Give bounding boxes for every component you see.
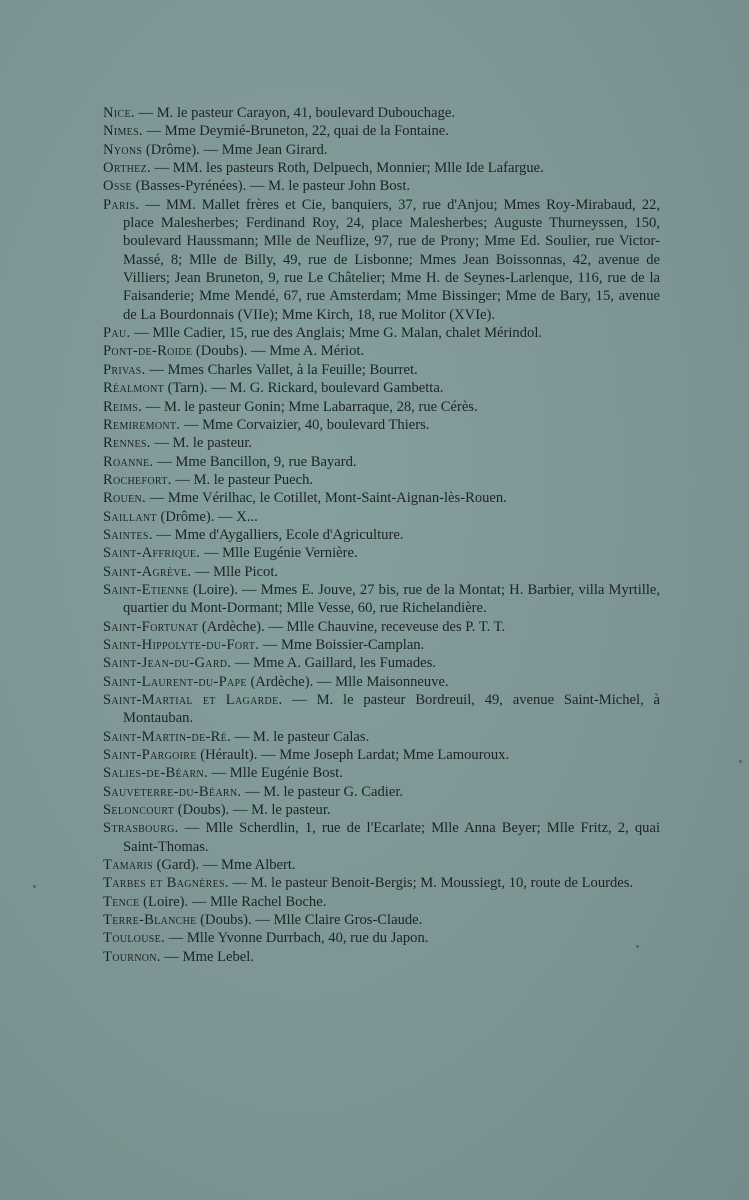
entry-text: — Mmes Charles Vallet, à la Feuille; Bourret. (145, 361, 418, 378)
entry-text: (Ardèche). — Mlle Chauvine, receveuse des P. T. T. (198, 618, 506, 635)
list-item (103, 122, 660, 140)
list-item (103, 819, 660, 856)
list-item (103, 581, 660, 618)
paper-speck (33, 885, 36, 888)
place-name: Nice. (103, 105, 135, 121)
place-name: Seloncourt (103, 802, 175, 819)
place-name: Strasbourg. (103, 820, 179, 837)
place-name: Saintes. (103, 526, 153, 543)
entry-text: (Drôme). — Mme Jean Girard. (142, 141, 328, 158)
place-name: Toulouse. (103, 930, 165, 947)
list-item (103, 636, 660, 654)
entry-text: (Drôme). — X... (156, 508, 258, 525)
place-name: Remiremont. (103, 416, 181, 433)
place-name: Rouen. (103, 490, 146, 507)
entry-text: — Mme Deymié-Bruneton, 22, quai de la Fontaine. (142, 123, 449, 140)
list-item (103, 196, 660, 324)
list-item (103, 544, 660, 562)
place-name: Reims. (103, 398, 143, 415)
list-item (103, 416, 660, 434)
place-name: Tamaris (103, 857, 153, 874)
list-item (103, 398, 660, 416)
place-name: Réalmont (103, 380, 165, 397)
list-item (103, 471, 660, 489)
entry-text: — Mme Vérilhac, le Cotillet, Mont-Saint-Aignan-lès-Rouen. (145, 490, 507, 507)
entry-text: — Mlle Eugénie Bost. (207, 765, 343, 782)
list-item (103, 434, 660, 452)
entry-text: — Mme Boissier-Camplan. (259, 636, 425, 653)
entry-text: (Basses-Pyrénées). — M. le pasteur John Bost. (131, 178, 411, 195)
entry-text: — M. le pasteur Carayon, 41, boulevard Dubouchage. (134, 105, 455, 121)
entry-text: (Loire). — Mmes E. Jouve, 27 bis, rue de la Montat; H. Barbier, villa Myrtille, quartier du Mont-Dormant; Mlle Vesse, 60, rue Richelandière. (123, 581, 660, 617)
entry-text: — M. le pasteur G. Cadier. (241, 783, 404, 800)
paper-speck (739, 760, 742, 763)
list-item (103, 874, 660, 892)
list-item (103, 526, 660, 544)
entry-text: — M. le pasteur Bordreuil, 49, avenue Saint-Michel, à Montauban. (123, 692, 660, 727)
list-item (103, 159, 660, 177)
entry-text: (Gard). — Mme Albert. (152, 857, 296, 874)
list-item (103, 361, 660, 379)
place-name: Tence (103, 893, 140, 910)
place-name: Saint-Etienne (103, 581, 189, 598)
list-item (103, 893, 660, 911)
place-name: Saint-Pargoire (103, 747, 197, 764)
list-item (103, 379, 660, 397)
place-name: Terre-Blanche (103, 912, 197, 929)
list-item (103, 746, 660, 764)
place-name: Saillant (103, 508, 157, 525)
entry-text: — Mme Bancillon, 9, rue Bayard. (153, 453, 357, 470)
entry-text: (Hérault). — Mme Joseph Lardat; Mme Lamouroux. (196, 747, 510, 764)
entry-text: — Mlle Yvonne Durrbach, 40, rue du Japon. (164, 930, 429, 947)
entry-text: — Mlle Cadier, 15, rue des Anglais; Mme G. Malan, chalet Mérindol. (130, 325, 543, 342)
place-name: Nyons (103, 141, 143, 158)
place-name: Pau. (103, 325, 131, 342)
place-name: Saint-Jean-du-Gard. (103, 655, 232, 672)
place-name: Salies-de-Béarn. (103, 765, 208, 782)
list-item (103, 673, 660, 691)
place-name: Sauveterre-du-Béarn. (103, 783, 242, 800)
place-name: Saint-Hippolyte-du-Fort. (103, 636, 260, 653)
list-item (103, 783, 660, 801)
list-item (103, 104, 660, 122)
place-name: Osse (103, 178, 132, 195)
place-name: Privas. (103, 361, 146, 378)
place-name: Saint-Martin-de-Ré. (103, 728, 232, 745)
place-name: Saint-Fortunat (103, 618, 199, 635)
place-name: Tournon. (103, 948, 161, 965)
entry-text: — Mme Lebel. (160, 948, 254, 965)
entry-text: — Mlle Picot. (191, 563, 279, 580)
list-item (103, 728, 660, 746)
list-item (103, 453, 660, 471)
entry-text: — Mme A. Gaillard, les Fumades. (231, 655, 436, 672)
place-name: Pont-de-Roide (103, 343, 193, 360)
list-item (103, 508, 660, 526)
entry-text: — MM. les pasteurs Roth, Delpuech, Monnier; Mlle Ide Lafargue. (150, 160, 544, 177)
list-item (103, 948, 660, 966)
entry-text: (Tarn). — M. G. Rickard, boulevard Gambetta. (164, 380, 444, 397)
entry-text: (Ardèche). — Mlle Maisonneuve. (246, 673, 449, 690)
place-name: Nimes. (103, 123, 143, 140)
address-list (103, 104, 660, 966)
list-item (103, 764, 660, 782)
entry-text: — M. le pasteur Calas. (231, 728, 370, 745)
entry-text: — Mme d'Aygalliers, Ecole d'Agriculture. (152, 526, 404, 543)
entry-text: — M. le pasteur. (150, 435, 253, 452)
entry-text: (Doubs). — M. le pasteur. (174, 802, 331, 819)
place-name: Rochefort. (103, 471, 172, 488)
entry-text: — MM. Mallet frères et Cie, banquiers, 37, rue d'Anjou; Mmes Roy-Mirabaud, 22, place Malesherbes; Ferdinand Roy, 24, place Malesherbes; Auguste Thurneyssen, 150, boulevard Haussmann; Mlle de Neuflize, 97, rue de Prony; Mme Ed. Soulier, rue Victor-Massé, 8; Mlle de Billy, 49, rue de Lisbonne; Mmes Jean Boissonnas, 42, avenue de Villiers; Jean Bruneton, 9, rue Le Châtelier; Mme H. de Seynes-Larlenque, 116, rue de la Faisanderie; Mme Mendé, 67, rue Amsterdam; Mme Bissinger; Mme de Bary, 15, avenue de La Bourdonnais (VIIe); Mme Kirch, 18, rue Molitor (XVIe). (123, 196, 660, 323)
list-item (103, 563, 660, 581)
list-item (103, 654, 660, 672)
place-name: Paris. (103, 196, 140, 213)
place-name: Roanne. (103, 453, 154, 470)
place-name: Saint-Affrique. (103, 545, 201, 562)
list-item (103, 911, 660, 929)
list-item (103, 691, 660, 728)
list-item (103, 489, 660, 507)
entry-text: — M. le pasteur Puech. (171, 471, 314, 488)
entry-text: — Mlle Scherdlin, 1, rue de l'Ecarlate; Mlle Anna Beyer; Mlle Fritz, 2, quai Saint-Thomas. (123, 820, 660, 855)
entry-text: (Loire). — Mlle Rachel Boche. (139, 893, 327, 910)
list-item (103, 342, 660, 360)
list-item (103, 324, 660, 342)
place-name: Tarbes et Bagnères. (103, 875, 229, 892)
list-item (103, 618, 660, 636)
list-item (103, 801, 660, 819)
list-item (103, 141, 660, 159)
place-name: Orthez. (103, 160, 151, 177)
list-item (103, 856, 660, 874)
place-name: Saint-Laurent-du-Pape (103, 673, 247, 690)
list-item (103, 929, 660, 947)
place-name: Saint-Agrève. (103, 563, 192, 580)
entry-text: — M. le pasteur Benoit-Bergis; M. Moussiegt, 10, route de Lourdes. (228, 875, 634, 892)
entry-text: — Mlle Eugénie Vernière. (200, 545, 358, 562)
list-item (103, 177, 660, 195)
place-name: Rennes. (103, 435, 151, 452)
entry-text: — Mme Corvaizier, 40, boulevard Thiers. (180, 416, 430, 433)
entry-text: (Doubs). — Mlle Claire Gros-Claude. (196, 912, 423, 929)
entry-text: — M. le pasteur Gonin; Mme Labarraque, 28, rue Cérès. (142, 398, 478, 415)
place-name: Saint-Martial et Lagarde. (103, 692, 283, 708)
entry-text: (Doubs). — Mme A. Mériot. (192, 343, 365, 360)
paper-speck (636, 945, 639, 948)
